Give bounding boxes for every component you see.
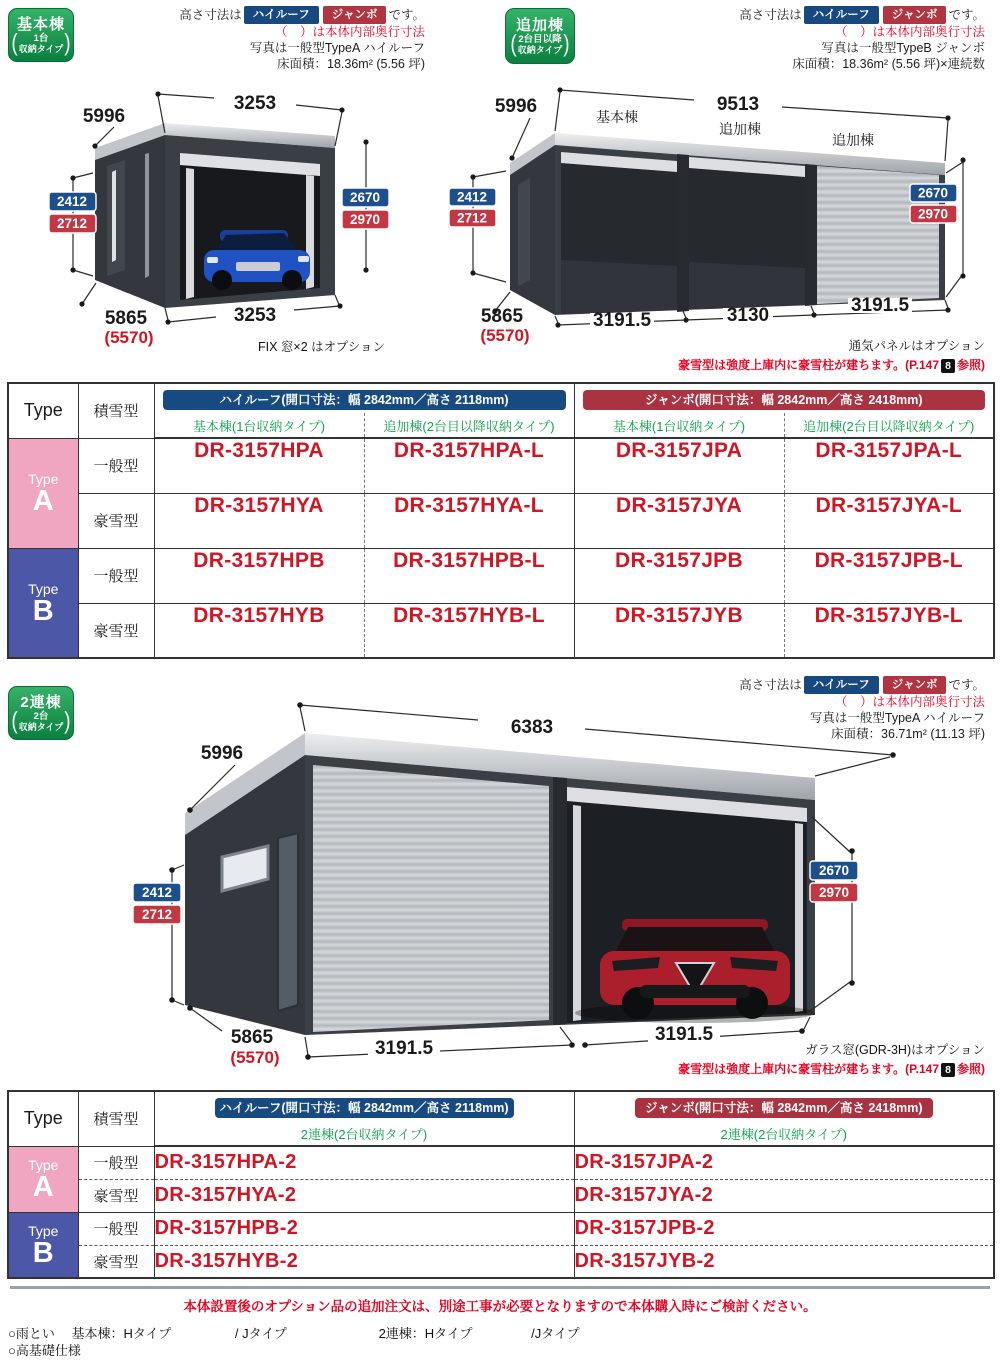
unit-label-basic: 基本棟	[596, 109, 638, 125]
model-code: DR-3157HYB	[154, 603, 364, 658]
row-label-general: 一般型	[78, 438, 154, 493]
subheader-basic: 基本棟(1台収納タイプ)	[574, 413, 784, 438]
badge-title: 追加棟	[515, 17, 564, 34]
badge-sub2: 収納タイプ	[517, 45, 563, 55]
model-code: DR-3157JPA-2	[574, 1146, 994, 1179]
height-note-prefix: 高さ寸法は	[739, 8, 802, 22]
rain-option: /Jタイプ	[531, 1326, 580, 1341]
model-code: DR-3157HYA	[154, 493, 364, 548]
jumbo-pill: ジャンボ	[883, 6, 947, 24]
rain-option: 基本棟：Hタイプ	[71, 1326, 172, 1341]
dim-opening-tall: 2970	[818, 885, 850, 900]
dim-base-depth-inner: (5570)	[480, 326, 530, 345]
model-code: DR-3157HYA-2	[154, 1179, 574, 1212]
option-warning: 本体設置後のオプション品の追加注文は、別途工事が必要となりますので本体購入時にご検討ください。	[183, 1299, 817, 1314]
floor-area-note: 床面積：36.71m² (11.13 坪)	[831, 727, 985, 741]
col-header-snow: 積雪型	[78, 1091, 154, 1146]
dim-height-std: 2412	[141, 885, 173, 900]
col-header-snow: 積雪型	[78, 383, 154, 438]
row-label-heavy: 豪雪型	[78, 1179, 154, 1212]
model-code: DR-3157JPA	[574, 438, 784, 493]
high-roof-pill: ハイルーフ	[244, 6, 319, 24]
jumbo-pill: ジャンボ	[883, 676, 947, 694]
row-label-general: 一般型	[78, 1146, 154, 1179]
dim-height-tall: 2712	[56, 216, 88, 231]
dim-opening-tall: 2970	[349, 212, 381, 227]
badge-sub1: 2台	[33, 711, 49, 722]
model-code: DR-3157JPB-L	[784, 548, 994, 603]
dim-top-width: 9513	[716, 94, 760, 115]
photo-note: 写真は一般型TypeA ハイルーフ	[809, 711, 985, 725]
rain-option: 2連棟：Hタイプ	[378, 1326, 473, 1341]
badge-sub1: 2台目以降	[518, 34, 562, 45]
high-roof-pill: ハイルーフ	[804, 676, 879, 694]
rain-option: / Jタイプ	[234, 1326, 287, 1341]
photo-note: 写真は一般型TypeB ジャンボ	[821, 41, 985, 55]
dim-height-std: 2412	[456, 189, 488, 205]
type-word: Type	[28, 1157, 59, 1173]
badge-sub2: 収納タイプ	[18, 44, 64, 54]
dim-bay2: 3130	[726, 305, 770, 326]
subheader-basic: 基本棟(1台収納タイプ)	[154, 413, 364, 438]
dim-depth: 5996	[200, 743, 244, 764]
dim-base-depth-inner: (5570)	[230, 1048, 280, 1067]
row-label-general: 一般型	[78, 1212, 154, 1245]
glass-window-caption: ガラス窓(GDR-3H)はオプション	[805, 1043, 985, 1057]
paren-close: )	[64, 29, 71, 56]
dim-depth: 5996	[494, 96, 538, 117]
subheader-double: 2連棟(2台収納タイプ)	[574, 1121, 994, 1146]
height-note-prefix: 高さ寸法は	[739, 678, 802, 692]
jumbo-pill: ジャンボ	[323, 6, 387, 24]
height-note-suffix: です。	[948, 678, 985, 692]
dim-base-depth: 5865	[230, 1027, 274, 1048]
dim-base-depth: 5865	[104, 308, 148, 329]
dim-bay2: 3191.5	[654, 1024, 714, 1045]
paren-close: )	[563, 30, 570, 57]
dim-depth: 5996	[82, 106, 126, 127]
col-header-type: Type	[23, 400, 63, 421]
model-code: DR-3157HPB	[154, 548, 364, 603]
fix-window-caption: FIX 窓×2 はオプション	[258, 340, 386, 354]
row-label-general: 一般型	[78, 548, 154, 603]
dim-bay1: 3191.5	[592, 310, 652, 331]
height-note-prefix: 高さ寸法は	[179, 8, 242, 22]
height-note-suffix: です。	[388, 8, 425, 22]
dim-base-depth-inner: (5570)	[104, 328, 154, 347]
type-word: Type	[28, 471, 59, 487]
model-code: DR-3157HYA-L	[364, 493, 574, 548]
height-note-suffix: です。	[948, 8, 985, 22]
inner-depth-note: （ ）は本体内部奥行寸法	[834, 695, 985, 709]
badge-sub2: 収納タイプ	[18, 722, 64, 732]
col-header-type: Type	[23, 1108, 63, 1129]
badge-title: 基本棟	[16, 16, 65, 33]
model-code: DR-3157HPB-L	[364, 548, 574, 603]
model-code: DR-3157JYB-2	[574, 1245, 994, 1278]
model-code: DR-3157JYA-L	[784, 493, 994, 548]
high-foundation-line: ○高基礎仕様	[8, 1343, 81, 1358]
vent-panel-caption: 通気パネルはオプション	[848, 339, 985, 353]
snow-note-text: 豪雪型は強度上庫内に豪雪柱が建ちます。(P.147	[678, 1062, 939, 1076]
snow-note-text: 豪雪型は強度上庫内に豪雪柱が建ちます。(P.147	[678, 358, 939, 372]
high-roof-pill: ハイルーフ	[804, 6, 879, 24]
rain-gutter-line	[8, 1323, 580, 1342]
dim-height-tall: 2712	[456, 210, 488, 226]
photo-note: 写真は一般型TypeA ハイルーフ	[249, 41, 425, 55]
model-code: DR-3157JYA-2	[574, 1179, 994, 1212]
dim-base-width: 3253	[233, 305, 277, 326]
model-code: DR-3157HYB-2	[154, 1245, 574, 1278]
page-ref-box: 8	[941, 1063, 955, 1077]
unit-label-addon1: 追加棟	[719, 121, 761, 137]
inner-depth-note: （ ）は本体内部奥行寸法	[274, 25, 425, 39]
type-letter: A	[32, 485, 54, 517]
jumbo-banner: ジャンボ(開口寸法：幅 2842mm／高さ 2418mm)	[583, 390, 986, 410]
dim-height-tall: 2712	[141, 907, 173, 922]
paren-close: )	[64, 707, 71, 734]
model-code: DR-3157JYA	[574, 493, 784, 548]
badge-title: 2連棟	[20, 694, 62, 711]
inner-depth-note: （ ）は本体内部奥行寸法	[834, 25, 985, 39]
footer-divider	[10, 1286, 990, 1289]
dim-base-depth: 5865	[480, 306, 524, 327]
badge-sub1: 1台	[33, 33, 49, 44]
paren-open: (	[11, 707, 18, 734]
paren-open: (	[11, 29, 18, 56]
model-code: DR-3157JYB-L	[784, 603, 994, 658]
dim-top-width: 3253	[233, 93, 277, 114]
high-roof-banner: ハイルーフ(開口寸法：幅 2842mm／高さ 2118mm)	[163, 390, 566, 410]
type-letter: B	[32, 1236, 54, 1269]
model-code: DR-3157JPB	[574, 548, 784, 603]
model-code: DR-3157JYB	[574, 603, 784, 658]
type-word: Type	[28, 580, 59, 597]
floor-area-note: 床面積：18.36m² (5.56 坪)×連続数	[792, 57, 985, 71]
row-label-heavy: 豪雪型	[78, 493, 154, 548]
dim-height-std: 2412	[56, 194, 88, 209]
page-ref-box: 8	[941, 359, 955, 373]
row-label-heavy: 豪雪型	[78, 603, 154, 658]
type-letter: A	[32, 1171, 54, 1203]
dim-opening-std: 2670	[917, 185, 949, 201]
snow-note-suffix: 参照)	[957, 1062, 985, 1076]
type-letter: B	[32, 594, 54, 627]
model-code: DR-3157JPA-L	[784, 438, 994, 493]
dim-opening-tall: 2970	[917, 206, 949, 222]
jumbo-banner: ジャンボ(開口寸法：幅 2842mm／高さ 2418mm)	[635, 1098, 934, 1118]
model-code: DR-3157HPA	[154, 438, 364, 493]
subheader-double: 2連棟(2台収納タイプ)	[154, 1121, 574, 1146]
dim-top-width: 6383	[510, 717, 554, 738]
model-code: DR-3157HPB-2	[154, 1212, 574, 1245]
rain-gutter-label: ○雨とい	[8, 1326, 55, 1341]
dim-opening-std: 2670	[818, 863, 850, 878]
row-label-heavy: 豪雪型	[78, 1245, 154, 1278]
model-code: DR-3157JPB-2	[574, 1212, 994, 1245]
floor-area-note: 床面積：18.36m² (5.56 坪)	[277, 57, 425, 71]
model-code: DR-3157HYB-L	[364, 603, 574, 658]
dim-bay3: 3191.5	[850, 295, 910, 316]
unit-label-addon2: 追加棟	[832, 132, 874, 148]
model-code: DR-3157HPA-2	[154, 1146, 574, 1179]
dim-bay1: 3191.5	[374, 1038, 434, 1059]
type-word: Type	[28, 1222, 59, 1239]
paren-open: (	[510, 30, 517, 57]
subheader-addon: 追加棟(2台目以降収納タイプ)	[784, 413, 994, 438]
dim-opening-std: 2670	[349, 190, 381, 205]
high-roof-banner: ハイルーフ(開口寸法：幅 2842mm／高さ 2118mm)	[215, 1098, 514, 1118]
snow-note-suffix: 参照)	[957, 358, 985, 372]
model-code: DR-3157HPA-L	[364, 438, 574, 493]
subheader-addon: 追加棟(2台目以降収納タイプ)	[364, 413, 574, 438]
